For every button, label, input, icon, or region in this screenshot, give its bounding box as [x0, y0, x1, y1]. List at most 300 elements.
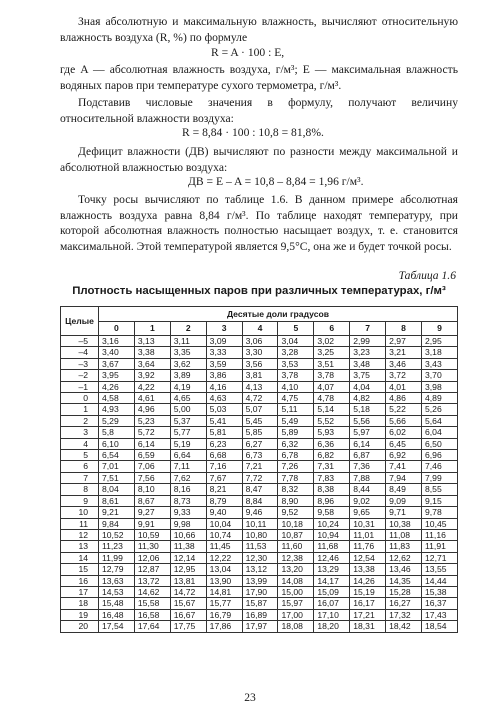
table-cell: 6,73	[242, 450, 278, 461]
table-cell: 3,81	[242, 370, 278, 381]
table-cell: 16,48	[99, 609, 135, 620]
table-cell: 5,22	[386, 404, 422, 415]
table-cell: 9,40	[206, 507, 242, 518]
table-cell: 6,64	[170, 450, 206, 461]
table-cell: 8,47	[242, 484, 278, 495]
table-cell: 6,68	[206, 450, 242, 461]
table-cell: 12,22	[206, 552, 242, 563]
table-cell: 3,92	[134, 370, 170, 381]
table-cell: 4,75	[278, 393, 314, 404]
table-cell: 3,70	[422, 370, 458, 381]
table-cell: 6,78	[278, 450, 314, 461]
table-cell: 5,77	[170, 427, 206, 438]
table-cell: 15,00	[278, 586, 314, 597]
table-cell: 9,65	[350, 507, 386, 518]
table-row	[61, 461, 458, 472]
table-cell: 3,09	[206, 336, 242, 347]
row-temperature-cell: –3	[61, 358, 99, 369]
table-cell: 15,48	[99, 598, 135, 609]
table-cell: 5,19	[170, 438, 206, 449]
row-temperature-cell: 11	[61, 518, 99, 529]
table-cell: 3,33	[206, 347, 242, 358]
table-cell: 7,26	[278, 461, 314, 472]
table-cell: 8,32	[278, 484, 314, 495]
decimal-header-cell: 4	[242, 322, 278, 336]
row-temperature-cell: 17	[61, 586, 99, 597]
table-cell: 8,96	[314, 495, 350, 506]
table-cell: 5,64	[422, 415, 458, 426]
table-cell: 3,64	[134, 358, 170, 369]
table-cell: 3,04	[278, 336, 314, 347]
table-cell: 6,14	[134, 438, 170, 449]
table-row	[61, 347, 458, 358]
table-cell: 16,27	[386, 598, 422, 609]
table-cell: 3,86	[206, 370, 242, 381]
table-cell: 5,37	[170, 415, 206, 426]
table-cell: 3,62	[170, 358, 206, 369]
table-cell: 5,29	[99, 415, 135, 426]
table-cell: 3,75	[350, 370, 386, 381]
table-cell: 4,26	[99, 381, 135, 392]
table-cell: 10,94	[314, 529, 350, 540]
table-cell: 9,46	[242, 507, 278, 518]
table-row	[61, 586, 458, 597]
table-cell: 13,29	[314, 564, 350, 575]
table-cell: 4,22	[134, 381, 170, 392]
table-cell: 11,83	[386, 541, 422, 552]
row-temperature-cell: 6	[61, 461, 99, 472]
table-cell: 11,23	[99, 541, 135, 552]
table-cell: 4,78	[314, 393, 350, 404]
table-cell: 6,82	[314, 450, 350, 461]
table-cell: 7,46	[422, 461, 458, 472]
table-cell: 11,53	[242, 541, 278, 552]
table-cell: 18,20	[314, 621, 350, 632]
row-temperature-cell: 0	[61, 393, 99, 404]
table-cell: 18,31	[350, 621, 386, 632]
table-cell: 9,98	[170, 518, 206, 529]
table-cell: 3,67	[99, 358, 135, 369]
table-cell: 10,80	[242, 529, 278, 540]
table-cell: 6,59	[134, 450, 170, 461]
table-cell: 8,55	[422, 484, 458, 495]
table-cell: 7,31	[314, 461, 350, 472]
table-cell: 3,35	[170, 347, 206, 358]
table-cell: 9,78	[422, 507, 458, 518]
row-temperature-cell: 20	[61, 621, 99, 632]
table-cell: 10,38	[386, 518, 422, 529]
formula-substituted: R = 8,84 · 100 : 10,8 = 81,8%.	[182, 126, 324, 139]
table-row	[61, 336, 458, 347]
row-temperature-cell: 4	[61, 438, 99, 449]
decimal-header-cell: 3	[206, 322, 242, 336]
table-cell: 4,63	[206, 393, 242, 404]
table-cell: 17,97	[242, 621, 278, 632]
table-cell: 6,02	[386, 427, 422, 438]
decimal-header-cell: 7	[350, 322, 386, 336]
row-temperature-cell: 13	[61, 541, 99, 552]
table-cell: 6,92	[386, 450, 422, 461]
table-cell: 7,01	[99, 461, 135, 472]
table-cell: 10,11	[242, 518, 278, 529]
table-row	[61, 598, 458, 609]
table-cell: 12,14	[170, 552, 206, 563]
row-temperature-cell: 12	[61, 529, 99, 540]
table-cell: 9,84	[99, 518, 135, 529]
paragraph-relative-humidity: Зная абсолютную и максимальную влажность, вычисляют относительную влажность воздуха (R, %) по формуле	[60, 15, 458, 44]
table-cell: 16,79	[206, 609, 242, 620]
table-cell: 4,65	[170, 393, 206, 404]
table-cell: 3,46	[386, 358, 422, 369]
table-row	[61, 541, 458, 552]
row-temperature-cell: 18	[61, 598, 99, 609]
table-cell: 13,81	[170, 575, 206, 586]
table-cell: 13,38	[350, 564, 386, 575]
table-cell: 12,71	[422, 552, 458, 563]
paragraph-variables: где A — абсолютная влажность воздуха, г/м³; E — максимальная влажность водяных паров при температуре сухого термометра, г/м³.	[60, 63, 458, 92]
table-cell: 6,36	[314, 438, 350, 449]
row-temperature-cell: –4	[61, 347, 99, 358]
table-cell: 3,78	[278, 370, 314, 381]
table-cell: 5,72	[134, 427, 170, 438]
table-cell: 4,89	[422, 393, 458, 404]
table-cell: 8,84	[242, 495, 278, 506]
decimal-header-row	[61, 322, 458, 336]
table-label: Таблица 1.6	[398, 269, 456, 282]
table-cell: 10,45	[422, 518, 458, 529]
table-cell: 18,54	[422, 621, 458, 632]
table-cell: 14,08	[278, 575, 314, 586]
table-cell: 18,42	[386, 621, 422, 632]
table-cell: 16,17	[350, 598, 386, 609]
table-cell: 14,44	[422, 575, 458, 586]
table-cell: 3,40	[99, 347, 135, 358]
row-temperature-cell: 7	[61, 472, 99, 483]
table-cell: 7,41	[386, 461, 422, 472]
table-cell: 3,72	[386, 370, 422, 381]
table-cell: 11,68	[314, 541, 350, 552]
table-row	[61, 450, 458, 461]
table-cell: 12,38	[278, 552, 314, 563]
decimal-header-cell: 5	[278, 322, 314, 336]
table-cell: 6,32	[278, 438, 314, 449]
table-cell: 2,97	[386, 336, 422, 347]
table-cell: 7,16	[206, 461, 242, 472]
table-cell: 17,10	[314, 609, 350, 620]
table-cell: 5,18	[350, 404, 386, 415]
paragraph-substitution: Подставив числовые значения в формулу, получают величину относительной влажности воздуха:	[60, 96, 458, 125]
table-cell: 4,19	[170, 381, 206, 392]
table-cell: 9,15	[422, 495, 458, 506]
table-cell: 14,17	[314, 575, 350, 586]
table-cell: 17,86	[206, 621, 242, 632]
table-cell: 14,62	[134, 586, 170, 597]
table-cell: 9,02	[350, 495, 386, 506]
row-header: Целые	[61, 307, 99, 336]
table-cell: 6,14	[350, 438, 386, 449]
row-temperature-cell: 5	[61, 450, 99, 461]
table-cell: 3,59	[206, 358, 242, 369]
table-cell: 3,23	[350, 347, 386, 358]
table-row	[61, 484, 458, 495]
table-cell: 6,27	[242, 438, 278, 449]
table-cell: 14,53	[99, 586, 135, 597]
table-cell: 5,11	[278, 404, 314, 415]
table-cell: 6,04	[422, 427, 458, 438]
table-cell: 10,52	[99, 529, 135, 540]
table-cell: 5,03	[206, 404, 242, 415]
table-cell: 17,32	[386, 609, 422, 620]
row-temperature-cell: 10	[61, 507, 99, 518]
table-cell: 7,88	[350, 472, 386, 483]
table-cell: 14,26	[350, 575, 386, 586]
table-cell: 7,72	[242, 472, 278, 483]
table-cell: 11,60	[278, 541, 314, 552]
table-cell: 15,19	[350, 586, 386, 597]
table-cell: 13,99	[242, 575, 278, 586]
table-cell: 12,95	[170, 564, 206, 575]
table-cell: 5,26	[422, 404, 458, 415]
table-cell: 11,01	[350, 529, 386, 540]
table-cell: 8,61	[99, 495, 135, 506]
table-cell: 17,00	[278, 609, 314, 620]
table-cell: 12,79	[99, 564, 135, 575]
table-cell: 11,08	[386, 529, 422, 540]
table-cell: 5,41	[206, 415, 242, 426]
table-row	[61, 564, 458, 575]
table-cell: 15,97	[278, 598, 314, 609]
table-row	[61, 621, 458, 632]
decimal-header-cell: 2	[170, 322, 206, 336]
table-row	[61, 609, 458, 620]
table-row	[61, 495, 458, 506]
table-cell: 16,07	[314, 598, 350, 609]
table-title: Плотность насыщенных паров при различных температурах, г/м³	[72, 285, 446, 297]
table-cell: 12,06	[134, 552, 170, 563]
row-temperature-cell: 2	[61, 415, 99, 426]
table-cell: 3,02	[314, 336, 350, 347]
table-cell: 16,58	[134, 609, 170, 620]
table-cell: 8,73	[170, 495, 206, 506]
table-cell: 10,24	[314, 518, 350, 529]
table-cell: 14,81	[206, 586, 242, 597]
table-cell: 17,54	[99, 621, 135, 632]
table-cell: 7,51	[99, 472, 135, 483]
table-cell: 11,45	[206, 541, 242, 552]
table-cell: 7,56	[134, 472, 170, 483]
table-cell: 11,76	[350, 541, 386, 552]
page-number: 23	[244, 691, 256, 704]
table-cell: 8,67	[134, 495, 170, 506]
table-cell: 15,58	[134, 598, 170, 609]
table-cell: 7,83	[314, 472, 350, 483]
table-cell: 13,90	[206, 575, 242, 586]
table-cell: 4,01	[386, 381, 422, 392]
row-temperature-cell: 9	[61, 495, 99, 506]
table-cell: 3,78	[314, 370, 350, 381]
table-cell: 5,00	[170, 404, 206, 415]
table-cell: 8,79	[206, 495, 242, 506]
table-cell: 9,91	[134, 518, 170, 529]
table-cell: 4,10	[278, 381, 314, 392]
table-cell: 10,18	[278, 518, 314, 529]
table-cell: 4,16	[206, 381, 242, 392]
table-cell: 15,67	[170, 598, 206, 609]
table-cell: 8,49	[386, 484, 422, 495]
table-cell: 3,25	[314, 347, 350, 358]
table-cell: 11,30	[134, 541, 170, 552]
decimal-header-cell: 1	[134, 322, 170, 336]
table-cell: 13,63	[99, 575, 135, 586]
table-cell: 6,87	[350, 450, 386, 461]
table-cell: 4,13	[242, 381, 278, 392]
table-cell: 3,95	[99, 370, 135, 381]
table-cell: 15,77	[206, 598, 242, 609]
table-row	[61, 427, 458, 438]
table-cell: 10,87	[278, 529, 314, 540]
table-cell: 9,58	[314, 507, 350, 518]
table-cell: 16,89	[242, 609, 278, 620]
table-cell: 6,50	[422, 438, 458, 449]
table-cell: 3,30	[242, 347, 278, 358]
table-cell: 3,28	[278, 347, 314, 358]
table-cell: 7,94	[386, 472, 422, 483]
decimal-header-cell: 9	[422, 322, 458, 336]
table-cell: 2,99	[350, 336, 386, 347]
table-cell: 5,8	[99, 427, 135, 438]
table-cell: 6,45	[386, 438, 422, 449]
table-row	[61, 358, 458, 369]
table-cell: 13,46	[386, 564, 422, 575]
table-cell: 5,97	[350, 427, 386, 438]
table-cell: 7,06	[134, 461, 170, 472]
table-row	[61, 381, 458, 392]
table-cell: 10,31	[350, 518, 386, 529]
row-temperature-cell: –1	[61, 381, 99, 392]
table-cell: 11,16	[422, 529, 458, 540]
table-cell: 5,52	[314, 415, 350, 426]
table-row	[61, 472, 458, 483]
table-row	[61, 370, 458, 381]
table-cell: 13,04	[206, 564, 242, 575]
table-cell: 17,21	[350, 609, 386, 620]
column-group-header: Десятые доли градусов	[99, 307, 458, 322]
table-cell: 5,45	[242, 415, 278, 426]
table-row	[61, 507, 458, 518]
row-temperature-cell: –2	[61, 370, 99, 381]
table-cell: 5,66	[386, 415, 422, 426]
table-cell: 9,27	[134, 507, 170, 518]
table-cell: 4,58	[99, 393, 135, 404]
table-cell: 9,09	[386, 495, 422, 506]
table-cell: 4,82	[350, 393, 386, 404]
table-cell: 4,04	[350, 381, 386, 392]
table-cell: 6,10	[99, 438, 135, 449]
table-cell: 11,91	[422, 541, 458, 552]
table-cell: 8,44	[350, 484, 386, 495]
table-cell: 15,38	[422, 586, 458, 597]
table-cell: 5,49	[278, 415, 314, 426]
table-cell: 5,85	[242, 427, 278, 438]
table-cell: 16,67	[170, 609, 206, 620]
table-cell: 13,72	[134, 575, 170, 586]
table-cell: 10,66	[170, 529, 206, 540]
paragraph-dew-point: Точку росы вычисляют по таблице 1.6. В данном примере абсолютная влажность воздуха равна 8,84 г/м³. По таблице находят температуру, при которой абсолютная влажность полностью насыщает воздух, т. е. становится максимальной. Этой температурой является 9,5°С, она же и будет точкой росы.	[60, 193, 458, 253]
table-cell: 10,04	[206, 518, 242, 529]
formula-deficit: ДВ = E – A = 10,8 – 8,84 = 1,96 г/м³.	[188, 175, 364, 188]
row-temperature-cell: 3	[61, 427, 99, 438]
table-cell: 8,38	[314, 484, 350, 495]
table-cell: 5,56	[350, 415, 386, 426]
row-temperature-cell: 15	[61, 564, 99, 575]
table-cell: 6,54	[99, 450, 135, 461]
table-cell: 3,56	[242, 358, 278, 369]
table-cell: 4,61	[134, 393, 170, 404]
table-cell: 15,09	[314, 586, 350, 597]
table-body	[61, 336, 458, 633]
table-cell: 5,07	[242, 404, 278, 415]
table-cell: 5,23	[134, 415, 170, 426]
table-cell: 7,67	[206, 472, 242, 483]
row-temperature-cell: 16	[61, 575, 99, 586]
table-cell: 3,06	[242, 336, 278, 347]
table-cell: 8,04	[99, 484, 135, 495]
table-cell: 5,89	[278, 427, 314, 438]
table-cell: 2,95	[422, 336, 458, 347]
table-cell: 4,07	[314, 381, 350, 392]
decimal-header-cell: 6	[314, 322, 350, 336]
table-cell: 18,08	[278, 621, 314, 632]
table-cell: 10,59	[134, 529, 170, 540]
table-cell: 3,13	[134, 336, 170, 347]
table-cell: 12,46	[314, 552, 350, 563]
decimal-header-cell: 0	[99, 322, 135, 336]
table-cell: 4,96	[134, 404, 170, 415]
table-cell: 9,33	[170, 507, 206, 518]
row-temperature-cell: –5	[61, 336, 99, 347]
table-cell: 16,37	[422, 598, 458, 609]
table-cell: 17,75	[170, 621, 206, 632]
table-cell: 3,21	[386, 347, 422, 358]
table-cell: 6,96	[422, 450, 458, 461]
table-cell: 13,20	[278, 564, 314, 575]
row-temperature-cell: 14	[61, 552, 99, 563]
table-cell: 8,10	[134, 484, 170, 495]
row-temperature-cell: 1	[61, 404, 99, 415]
table-cell: 8,21	[206, 484, 242, 495]
table-cell: 3,48	[350, 358, 386, 369]
row-temperature-cell: 19	[61, 609, 99, 620]
table-cell: 7,62	[170, 472, 206, 483]
table-cell: 12,62	[386, 552, 422, 563]
table-row	[61, 404, 458, 415]
saturated-vapor-density-table	[60, 306, 458, 633]
table-cell: 7,11	[170, 461, 206, 472]
table-row	[61, 575, 458, 586]
table-cell: 9,21	[99, 507, 135, 518]
table-cell: 17,43	[422, 609, 458, 620]
table-cell: 3,16	[99, 336, 135, 347]
table-cell: 7,36	[350, 461, 386, 472]
table-cell: 11,99	[99, 552, 135, 563]
table-cell: 15,87	[242, 598, 278, 609]
table-cell: 7,78	[278, 472, 314, 483]
decimal-header-cell: 8	[386, 322, 422, 336]
table-cell: 13,55	[422, 564, 458, 575]
table-cell: 15,28	[386, 586, 422, 597]
paragraph-deficit: Дефицит влажности (ДВ) вычисляют по разности между максимальной и абсолютной влажностью воздуха:	[60, 145, 458, 174]
table-cell: 3,11	[170, 336, 206, 347]
